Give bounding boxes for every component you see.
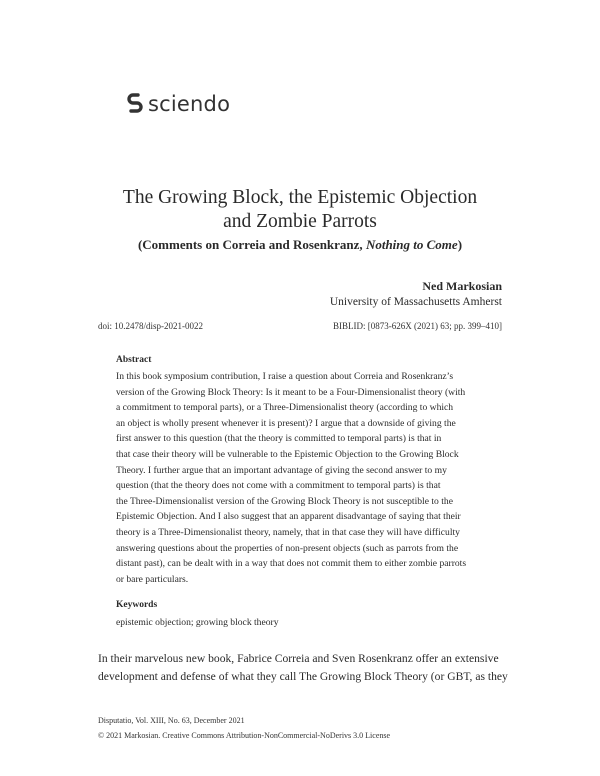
publisher-logo <box>127 92 230 116</box>
abstract-line: Epistemic Objection. And I also suggest that an apparent disadvantage of saying that their <box>116 511 461 523</box>
author-name: Ned Markosian <box>422 279 502 293</box>
abstract-line: an object is wholly present whenever it is present)? I argue that a downside of giving the <box>116 417 456 429</box>
subtitle-suffix: ) <box>457 237 463 252</box>
article-title <box>60 186 540 234</box>
title-line-1: The Growing Block, the Epistemic Objection <box>122 187 478 208</box>
title-line-2: and Zombie Parrots <box>223 211 377 232</box>
abstract-text <box>116 369 486 587</box>
author-affiliation: University of Massachusetts Amherst <box>329 296 502 308</box>
abstract-line: In this book symposium contribution, I raise a question about Correia and Rosenkranz’s <box>116 371 454 382</box>
journal-citation: Disputatio, Vol. XIII, No. 63, December 2021 <box>98 716 245 725</box>
body-paragraph <box>98 650 518 686</box>
abstract-line: a commitment to temporal parts), or a Three-Dimensionalist theory (according to which <box>116 402 454 414</box>
body-line: In their marvelous new book, Fabrice Correia and Sven Rosenkranz offer an extensive <box>98 652 499 665</box>
abstract-line: that case their theory will be vulnerable to the Epistemic Objection to the Growing Block <box>116 448 459 460</box>
article-subtitle <box>60 237 540 253</box>
abstract-line: the Three-Dimensionalist version of the Growing Block Theory is not susceptible to the <box>116 495 453 507</box>
abstract-heading: Abstract <box>116 355 152 365</box>
license-notice: © 2021 Markosian. Creative Commons Attribution-NonCommercial-NoDerivs 3.0 License <box>98 731 391 740</box>
abstract-line: distant past), can be dealt with in a way that does not commit them to either zombie parrots <box>116 558 467 570</box>
body-line: development and defense of what they call The Growing Block Theory (or GBT, as they <box>98 670 508 683</box>
abstract-line: theory is a Three-Dimensionalist theory, namely, that in that case they will have difficulty <box>116 526 460 538</box>
abstract-line: first answer to this question (that the theory is committed to temporal parts) is that in <box>116 433 442 445</box>
biblid: BIBLID: [0873-626X (2021) 63; pp. 399–410] <box>333 321 502 331</box>
doi-link[interactable]: doi: 10.2478/disp-2021-0022 <box>98 321 203 331</box>
abstract-line: Theory. I further argue that an important advantage of giving the second answer to my <box>116 464 447 476</box>
abstract-line: answering questions about the properties of non-present objects (such as parrots from the <box>116 542 459 554</box>
abstract-line: version of the Growing Block Theory: Is it meant to be a Four-Dimensionalist theory (with <box>116 386 466 398</box>
sciendo-logo-icon <box>127 93 143 115</box>
keywords-heading: Keywords <box>116 600 158 610</box>
keywords-text: epistemic objection; growing block theory <box>116 617 279 628</box>
abstract-line: or bare particulars. <box>116 573 189 585</box>
subtitle-prefix: (Comments on Correia and Rosenkranz, <box>137 237 366 252</box>
publisher-name: sciendo <box>148 92 231 116</box>
abstract-line: question (that the theory does not come with a commitment to temporal parts) is that <box>116 480 441 492</box>
subtitle-book-title: Nothing to Come <box>365 237 458 252</box>
